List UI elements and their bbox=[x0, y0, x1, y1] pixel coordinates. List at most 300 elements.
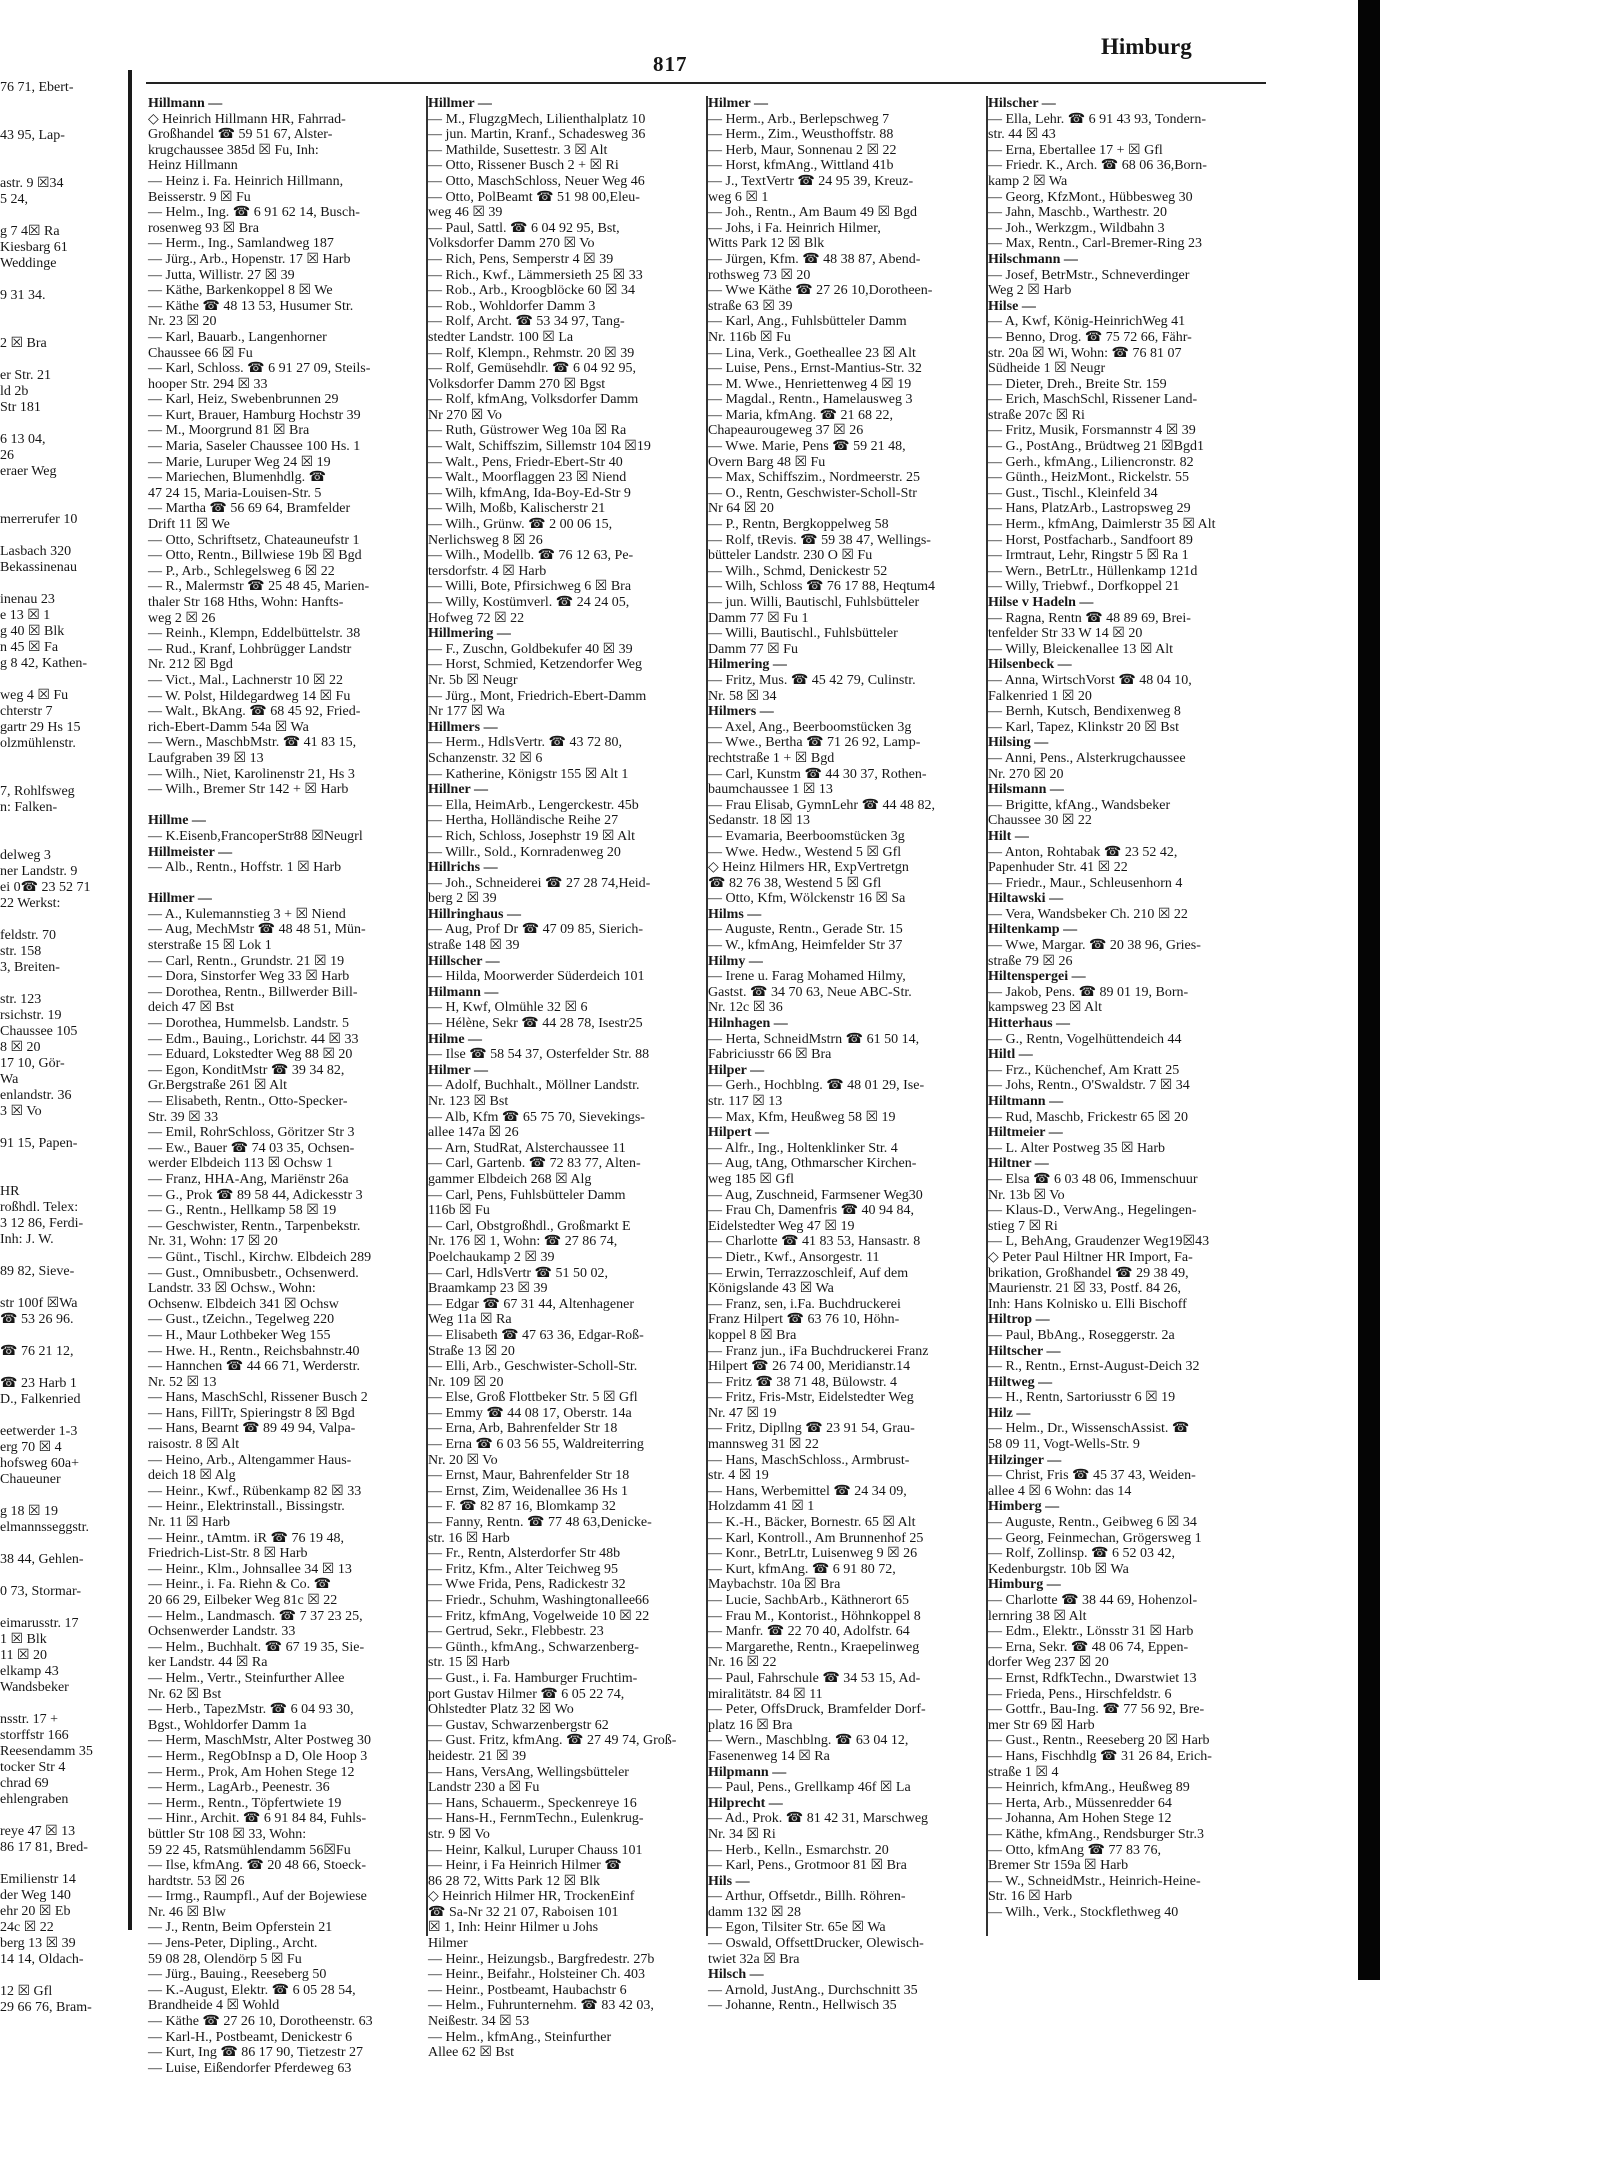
directory-entry: — Heinr., i. Fa. Riehn & Co. ☎ bbox=[148, 1577, 332, 1593]
directory-entry: — Ew., Bauer ☎ 74 03 35, Ochsen- bbox=[148, 1140, 355, 1156]
directory-entry: 20 66 29, Eilbeker Weg 81c ☒ 22 bbox=[148, 1593, 338, 1608]
directory-entry: — Emil, RohrSchloss, Göritzer Str 3 bbox=[148, 1125, 355, 1141]
surname-heading: Hiltweg — bbox=[988, 1374, 1053, 1390]
directory-entry: — Wern., MaschbMstr. ☎ 41 83 15, bbox=[148, 735, 357, 751]
directory-entry: — Aug, MechMstr ☎ 48 48 51, Mün- bbox=[148, 922, 366, 938]
adjacent-page-line: berg 13 ☒ 39 bbox=[0, 1936, 76, 1951]
directory-entry: — Christ, Fris ☎ 45 37 43, Weiden- bbox=[988, 1468, 1196, 1484]
directory-entry: straße 207c ☒ Ri bbox=[988, 407, 1085, 423]
adjacent-page-line: Chaussee 105 bbox=[0, 1024, 78, 1039]
directory-entry: — Herta, SchneidMstrn ☎ 61 50 14, bbox=[708, 1031, 920, 1047]
directory-entry: — Jürg., Arb., Hopenstr. 17 ☒ Harb bbox=[148, 251, 351, 267]
adjacent-page-line: Emilienstr 14 bbox=[0, 1872, 76, 1887]
page-gutter-shadow bbox=[128, 70, 132, 1930]
directory-entry: — Käthe, kfmAng., Rendsburger Str.3 bbox=[988, 1826, 1204, 1842]
directory-entry: — R., Rentn., Ernst-August-Deich 32 bbox=[988, 1359, 1200, 1375]
directory-entry: — Katherine, Königstr 155 ☒ Alt 1 bbox=[428, 766, 629, 782]
directory-entry: Overn Barg 48 ☒ Fu bbox=[708, 454, 826, 470]
surname-heading: Hillmer — bbox=[148, 891, 212, 907]
directory-entry: baumchaussee 1 ☒ 13 bbox=[708, 782, 833, 798]
directory-entry: — Rolf, tRevis. ☎ 59 38 47, Wellings- bbox=[708, 532, 931, 548]
surname-heading: Himberg — bbox=[988, 1499, 1060, 1515]
adjacent-page-line: 3, Breiten- bbox=[0, 960, 60, 975]
directory-entry: — Wwe Frida, Pens, Radickestr 32 bbox=[428, 1577, 626, 1593]
adjacent-page-line: enlandstr. 36 bbox=[0, 1088, 72, 1103]
directory-entry: brikation, Großhandel ☎ 29 38 49, bbox=[988, 1265, 1189, 1281]
surname-heading: Hillrichs — bbox=[428, 860, 498, 876]
directory-entry: — Martha ☎ 56 69 64, Bramfelder bbox=[148, 501, 351, 517]
adjacent-page-line: Bekassinenau bbox=[0, 560, 77, 575]
directory-entry: — Herta, Arb., Müssenredder 64 bbox=[988, 1795, 1172, 1811]
directory-entry: mannsweg 31 ☒ 22 bbox=[708, 1437, 819, 1453]
directory-entry: Nr 270 ☒ Vo bbox=[428, 407, 502, 423]
directory-entry: — G., PostAng., Brüdtweg 21 ☒Bgd1 bbox=[988, 439, 1204, 455]
directory-entry: Hofweg 72 ☒ 22 bbox=[428, 610, 525, 626]
directory-entry: — W., SchneidMstr., Heinrich-Heine- bbox=[988, 1873, 1201, 1889]
directory-column-4 bbox=[988, 96, 1264, 1936]
surname-heading: Hilscher — bbox=[988, 96, 1056, 111]
directory-entry: Hilmer bbox=[428, 1936, 468, 1952]
directory-entry: str. 9 ☒ Vo bbox=[428, 1826, 490, 1842]
directory-entry: — Willy, Kostümverl. ☎ 24 24 05, bbox=[428, 595, 630, 610]
directory-entry: — P., Arb., Schlegelsweg 6 ☒ 22 bbox=[148, 563, 335, 579]
directory-entry: raisostr. 8 ☒ Alt bbox=[148, 1437, 240, 1453]
directory-entry: — Joh., Rentn., Am Baum 49 ☒ Bgd bbox=[708, 205, 917, 221]
directory-entry: — Egon, KonditMstr ☎ 39 34 82, bbox=[148, 1062, 345, 1078]
directory-entry: Nr. 47 ☒ 19 bbox=[708, 1405, 777, 1421]
directory-entry: — Rich, Pens, Semperstr 4 ☒ 39 bbox=[428, 251, 614, 267]
adjacent-page-edge bbox=[0, 80, 128, 2015]
adjacent-page-line: D., Falkenried bbox=[0, 1392, 81, 1407]
directory-entry: Chaussee 66 ☒ Fu bbox=[148, 345, 253, 361]
directory-entry: — Wwe Käthe ☎ 27 26 10,Dorotheen- bbox=[708, 283, 933, 299]
directory-entry: Franz Hilpert ☎ 63 76 10, Höhn- bbox=[708, 1312, 900, 1328]
surname-heading: Hilnhagen — bbox=[708, 1016, 788, 1032]
directory-entry: — Anton, Rohtabak ☎ 23 52 42, bbox=[988, 844, 1178, 860]
directory-entry: — Herb., Kelln., Esmarchstr. 20 bbox=[708, 1842, 889, 1858]
directory-entry: — Hwe. H., Rentn., Reichsbahnstr.40 bbox=[148, 1343, 360, 1359]
directory-entry: — Reinh., Klempn, Eddelbüttelstr. 38 bbox=[148, 626, 361, 642]
directory-entry: — Axel, Ang., Beerboomstücken 3g bbox=[708, 719, 912, 735]
directory-entry: gammer Elbdeich 268 ☒ Alg bbox=[428, 1171, 592, 1187]
directory-entry: — Jürgen, Kfm. ☎ 48 38 87, Abend- bbox=[708, 251, 921, 267]
directory-entry: Chapeaurougeweg 37 ☒ 26 bbox=[708, 423, 864, 439]
directory-entry: — Ella, Lehr. ☎ 6 91 43 93, Tondern- bbox=[988, 111, 1206, 127]
directory-entry: — Jakob, Pens. ☎ 89 01 19, Born- bbox=[988, 984, 1189, 1000]
directory-entry: — Frau M., Kontorist., Höhnkoppel 8 bbox=[708, 1608, 921, 1624]
adjacent-page-line: 14 14, Oldach- bbox=[0, 1952, 84, 1967]
directory-entry: — W. Polst, Hildegardweg 14 ☒ Fu bbox=[148, 688, 351, 704]
directory-entry: Fabriciusstr 66 ☒ Bra bbox=[708, 1047, 832, 1063]
adjacent-page-line: g 18 ☒ 19 bbox=[0, 1504, 59, 1519]
directory-entry: — Wilh., Schmd, Denickestr 52 bbox=[708, 563, 888, 579]
directory-entry: — G., Rentn., Hellkamp 58 ☒ 19 bbox=[148, 1203, 337, 1219]
directory-entry: — Gust., Omnibusbetr., Ochsenwerd. bbox=[148, 1265, 359, 1281]
adjacent-page-line: HR bbox=[0, 1184, 20, 1199]
directory-entry: straße 63 ☒ 39 bbox=[708, 298, 793, 314]
adjacent-page-line: str. 123 bbox=[0, 992, 42, 1007]
directory-entry: — Mariechen, Blumenhdlg. ☎ bbox=[148, 470, 327, 486]
directory-entry: — Fritz, Musik, Forsmannstr 4 ☒ 39 bbox=[988, 423, 1196, 439]
directory-entry: — Gust., i. Fa. Hamburger Fruchtim- bbox=[428, 1670, 638, 1686]
directory-entry: — Otto, Kfm, Wölckenstr 16 ☒ Sa bbox=[708, 891, 906, 907]
directory-entry: — Günth., HeizMont., Rickelstr. 55 bbox=[988, 470, 1190, 486]
directory-entry: — Gust., tZeichn., Tegelweg 220 bbox=[148, 1312, 335, 1328]
directory-entry: — M., FlugzgMech, Lilienthalplatz 10 bbox=[428, 111, 646, 127]
directory-entry: Volksdorfer Damm 270 ☒ Vo bbox=[428, 236, 595, 252]
surname-heading: Hilmer — bbox=[708, 96, 769, 111]
directory-entry: — Karl, Pens., Grotmoor 81 ☒ Bra bbox=[708, 1858, 907, 1874]
directory-entry: Nr. 62 ☒ Bst bbox=[148, 1686, 222, 1702]
directory-entry: kampsweg 23 ☒ Alt bbox=[988, 1000, 1103, 1016]
directory-entry: — Otto, Rentn., Billwiese 19b ☒ Bgd bbox=[148, 548, 362, 564]
directory-entry: — Magdal., Rentn., Hamelausweg 3 bbox=[708, 392, 913, 408]
directory-entry: — Hans, Fischhdlg ☎ 31 26 84, Erich- bbox=[988, 1748, 1212, 1764]
directory-entry: 59 08 28, Olendörp 5 ☒ Fu bbox=[148, 1951, 302, 1967]
directory-entry: — Heinrich, kfmAng., Heußweg 89 bbox=[988, 1780, 1190, 1796]
surname-heading: Hillmering — bbox=[428, 626, 511, 642]
directory-entry: Nr. 31, Wohn: 17 ☒ 20 bbox=[148, 1234, 278, 1250]
adjacent-page-line: ☎ 53 26 96. bbox=[0, 1312, 74, 1327]
directory-entry: — Aug, Prof Dr ☎ 47 09 85, Sierich- bbox=[428, 922, 643, 938]
adjacent-page-line: ei 0☎ 23 52 71 bbox=[0, 880, 91, 895]
directory-entry: — F., Zuschn, Goldbekufer 40 ☒ 39 bbox=[428, 641, 633, 657]
blank-margin bbox=[1380, 0, 1600, 2177]
directory-entry: — Wilh., Modellb. ☎ 76 12 63, Pe- bbox=[428, 548, 634, 564]
directory-entry: Volksdorfer Damm 270 ☒ Bgst bbox=[428, 376, 606, 392]
directory-entry: — Erna, Arb, Bahrenfelder Str 18 bbox=[428, 1421, 618, 1437]
directory-entry: — Wwe. Hedw., Westend 5 ☒ Gfl bbox=[708, 844, 902, 860]
directory-entry: Weg 11a ☒ Ra bbox=[428, 1312, 512, 1328]
directory-entry: Nr. 20 ☒ Vo bbox=[428, 1452, 498, 1468]
directory-column-2 bbox=[428, 96, 704, 2061]
adjacent-page-line: ☎ 23 Harb 1 bbox=[0, 1376, 77, 1391]
adjacent-page-line: eraer Weg bbox=[0, 464, 57, 479]
adjacent-page-line: delweg 3 bbox=[0, 848, 51, 863]
adjacent-page-line: Lasbach 320 bbox=[0, 544, 72, 559]
directory-entry: — Anna, WirtschVorst ☎ 48 04 10, bbox=[988, 672, 1192, 688]
directory-entry: — Erna, Ebertallee 17 + ☒ Gfl bbox=[988, 142, 1163, 158]
adjacent-page-line: tocker Str 4 bbox=[0, 1760, 66, 1775]
directory-entry: — Herb, Maur, Sonnenau 2 ☒ 22 bbox=[708, 142, 897, 158]
adjacent-page-line: g 7 4☒ Ra bbox=[0, 224, 60, 239]
directory-entry: — Max, Rentn., Carl-Bremer-Ring 23 bbox=[988, 236, 1202, 252]
surname-heading: Hillmers — bbox=[428, 719, 498, 735]
directory-entry: — H., Maur Lothbeker Weg 155 bbox=[148, 1327, 331, 1343]
directory-entry: — Evamaria, Beerboomstücken 3g bbox=[708, 828, 905, 844]
adjacent-page-line: 5 24, bbox=[0, 192, 28, 207]
directory-column-1 bbox=[148, 96, 424, 2076]
directory-entry: Gastst. ☎ 34 70 63, Neue ABC-Str. bbox=[708, 984, 912, 1000]
directory-entry: — Erna ☎ 6 03 56 55, Waldreiterring bbox=[428, 1437, 644, 1453]
directory-entry: — Günth., kfmAng., Schwarzenberg- bbox=[428, 1639, 639, 1655]
directory-entry: — Auguste, Rentn., Gerade Str. 15 bbox=[708, 922, 903, 938]
directory-entry: — Fanny, Rentn. ☎ 77 48 63,Denicke- bbox=[428, 1515, 652, 1531]
directory-entry: — Frau Ch, Damenfris ☎ 40 94 84, bbox=[708, 1203, 915, 1219]
directory-entry: — Gust., Rentn., Reeseberg 20 ☒ Harb bbox=[988, 1733, 1210, 1749]
directory-entry: — Herm., Arb., Berlepschweg 7 bbox=[708, 111, 890, 127]
surname-heading: Hilsenbeck — bbox=[988, 657, 1072, 673]
surname-heading: Hillscher — bbox=[428, 953, 500, 969]
adjacent-page-line: 43 95, Lap- bbox=[0, 128, 65, 143]
directory-entry: — Horst, Postfacharb., Sandfoort 89 bbox=[988, 532, 1193, 548]
directory-entry: — Josef, BetrMstr., Schneverdinger bbox=[988, 267, 1190, 283]
directory-entry: — Herm., Rentn., Töpfertwiete 19 bbox=[148, 1795, 342, 1811]
directory-entry: — Paul, Pens., Grellkamp 46f ☒ La bbox=[708, 1780, 911, 1796]
directory-entry: weg 6 ☒ 1 bbox=[708, 189, 769, 205]
directory-entry: — Walt, Schiffszim, Sillemstr 104 ☒19 bbox=[428, 439, 651, 455]
directory-entry: — Oswald, OffsettDrucker, Olewisch- bbox=[708, 1936, 924, 1952]
directory-entry: — J., TextVertr ☎ 24 95 39, Kreuz- bbox=[708, 173, 914, 189]
directory-entry: — Margarethe, Rentn., Kraepelinweg bbox=[708, 1639, 920, 1655]
directory-entry: — Willr., Sold., Kornradenweg 20 bbox=[428, 844, 621, 860]
directory-entry: — Carl, Obstgroßhdl., Großmarkt E bbox=[428, 1218, 631, 1234]
directory-entry: — O., Rentn, Geschwister-Scholl-Str bbox=[708, 485, 917, 501]
directory-entry: — Ernst, Zim, Weidenallee 36 Hs 1 bbox=[428, 1483, 629, 1499]
directory-entry: — Else, Groß Flottbeker Str. 5 ☒ Gfl bbox=[428, 1390, 638, 1406]
directory-entry: — Carl, Kunstm ☎ 44 30 37, Rothen- bbox=[708, 766, 927, 782]
directory-columns bbox=[148, 96, 1268, 2076]
adjacent-page-line: ehlengraben bbox=[0, 1792, 69, 1807]
directory-entry: — Heinr., Beifahr., Holsteiner Ch. 403 bbox=[428, 1967, 645, 1983]
surname-heading: Hilsing — bbox=[988, 735, 1049, 751]
adjacent-page-line: 11 ☒ 20 bbox=[0, 1648, 48, 1663]
adjacent-page-line: Chaueuner bbox=[0, 1472, 61, 1487]
surname-heading: Hillmer — bbox=[428, 96, 492, 111]
adjacent-page-line: ehr 20 ☒ Eb bbox=[0, 1904, 71, 1919]
directory-page bbox=[136, 0, 1376, 2076]
directory-entry: — Hans, VersAng, Wellingsbütteler bbox=[428, 1764, 629, 1780]
adjacent-page-line: nsstr. 17 + bbox=[0, 1712, 59, 1727]
directory-entry: — Karl, Kontroll., Am Brunnenhof 25 bbox=[708, 1530, 924, 1546]
directory-entry: — Friedr., Maur., Schleusenhorn 4 bbox=[988, 875, 1183, 891]
directory-entry: — Benno, Drog. ☎ 75 72 66, Fähr- bbox=[988, 329, 1192, 345]
directory-entry: — Adolf, Buchhalt., Möllner Landstr. bbox=[428, 1078, 640, 1094]
surname-heading: Hilschmann — bbox=[988, 251, 1078, 267]
directory-entry: — Ernst, Maur, Bahrenfelder Str 18 bbox=[428, 1468, 630, 1484]
directory-entry: — Rolf, Zollinsp. ☎ 6 52 03 42, bbox=[988, 1546, 1175, 1562]
directory-entry: — Helm., Buchhalt. ☎ 67 19 35, Sie- bbox=[148, 1639, 365, 1655]
surname-heading: Hilmy — bbox=[708, 953, 763, 969]
directory-entry: — Hans-H., FernmTechn., Eulenkrug- bbox=[428, 1811, 644, 1827]
directory-entry: Chaussee 30 ☒ 22 bbox=[988, 813, 1092, 829]
directory-entry: Schanzenstr. 32 ☒ 6 bbox=[428, 750, 543, 766]
surname-heading: Hillme — bbox=[148, 813, 206, 829]
directory-entry: — Ilse, kfmAng. ☎ 20 48 66, Stoeck- bbox=[148, 1858, 367, 1874]
adjacent-page-line: Reesendamm 35 bbox=[0, 1744, 93, 1759]
directory-column-3 bbox=[708, 96, 984, 2014]
directory-entry: — Wilh., Niet, Karolinenstr 21, Hs 3 bbox=[148, 766, 355, 782]
directory-entry: — Fritz, Mus. ☎ 45 42 79, Culinstr. bbox=[708, 672, 916, 688]
adjacent-page-line: 29 66 76, Bram- bbox=[0, 2000, 92, 2015]
surname-heading: Hils — bbox=[708, 1873, 750, 1889]
directory-entry: Beisserstr. 9 ☒ Fu bbox=[148, 189, 251, 205]
directory-entry: — Hertha, Holländische Reihe 27 bbox=[428, 813, 619, 829]
adjacent-page-line: str. 158 bbox=[0, 944, 42, 959]
directory-entry: berg 2 ☒ 39 bbox=[428, 891, 497, 907]
surname-heading: Hilmer — bbox=[428, 1062, 489, 1078]
adjacent-page-line: 17 10, Gör- bbox=[0, 1056, 65, 1071]
directory-entry: Nr. 58 ☒ 34 bbox=[708, 688, 777, 704]
directory-entry: Nr. 176 ☒ 1, Wohn: ☎ 27 86 74, bbox=[428, 1234, 618, 1250]
adjacent-page-line: reye 47 ☒ 13 bbox=[0, 1824, 76, 1839]
directory-entry: — A., Kulemannstieg 3 + ☒ Niend bbox=[148, 906, 346, 922]
directory-entry: — Heinr., Elektrinstall., Bissingstr. bbox=[148, 1499, 345, 1515]
directory-entry: — Erich, MaschSchl, Rissener Land- bbox=[988, 392, 1198, 408]
directory-entry: — Gottfr., Bau-Ing. ☎ 77 56 92, Bre- bbox=[988, 1702, 1205, 1718]
directory-entry: — Rud, Maschb, Frickestr 65 ☒ 20 bbox=[988, 1109, 1188, 1125]
directory-entry: — Elisabeth, Rentn., Otto-Specker- bbox=[148, 1094, 348, 1109]
directory-entry: — Aug, tAng, Othmarscher Kirchen- bbox=[708, 1156, 917, 1172]
surname-heading: Hillmeister — bbox=[148, 844, 233, 860]
directory-entry: Weg 2 ☒ Harb bbox=[988, 283, 1072, 299]
directory-entry: — Jens-Peter, Dipling., Archt. bbox=[148, 1936, 318, 1952]
directory-entry: — Wilh, Moßb, Kalischerstr 21 bbox=[428, 501, 606, 517]
directory-entry: — Walt., Pens, Friedr-Ebert-Str 40 bbox=[428, 454, 623, 470]
surname-heading: Hillner — bbox=[428, 782, 489, 798]
surname-heading: Hilsch — bbox=[708, 1967, 764, 1983]
directory-entry: — Hans, MaschSchl, Rissener Busch 2 bbox=[148, 1390, 368, 1406]
directory-entry: Drift 11 ☒ We bbox=[148, 517, 230, 533]
directory-entry: Hilpert ☎ 26 74 00, Meridianstr.14 bbox=[708, 1359, 911, 1375]
directory-entry: — Jürg., Mont, Friedrich-Ebert-Damm bbox=[428, 688, 647, 704]
directory-entry: — Joh., Werkzgm., Wildbahn 3 bbox=[988, 220, 1165, 236]
surname-heading: Hiltrop — bbox=[988, 1312, 1050, 1328]
directory-entry: Falkenried 1 ☒ 20 bbox=[988, 688, 1092, 704]
directory-entry: Fasenenweg 14 ☒ Ra bbox=[708, 1748, 830, 1764]
directory-entry: Nr 64 ☒ 20 bbox=[708, 501, 774, 517]
directory-entry: ☎ Sa-Nr 32 21 07, Raboisen 101 bbox=[428, 1904, 619, 1920]
adjacent-page-line: n 45 ☒ Fa bbox=[0, 640, 59, 655]
directory-entry: — Elli, Arb., Geschwister-Scholl-Str. bbox=[428, 1359, 638, 1375]
adjacent-page-line: 22 Werkst: bbox=[0, 896, 61, 911]
directory-entry: — Arn, StudRat, Alsterchaussee 11 bbox=[428, 1140, 626, 1156]
directory-entry: deich 47 ☒ Bst bbox=[148, 1000, 235, 1016]
directory-entry: Nr. 13b ☒ Vo bbox=[988, 1187, 1065, 1203]
directory-entry: bütteler Landstr. 230 O ☒ Fu bbox=[708, 548, 873, 564]
directory-entry: — Edm., Bauing., Lorichstr. 44 ☒ 33 bbox=[148, 1031, 359, 1047]
adjacent-page-line: gartr 29 Hs 15 bbox=[0, 720, 81, 735]
directory-entry: — Dietr., Kwf., Ansorgestr. 11 bbox=[708, 1249, 880, 1265]
surname-heading: Hillringhaus — bbox=[428, 906, 521, 922]
directory-entry: hardtstr. 53 ☒ 26 bbox=[148, 1873, 245, 1889]
directory-entry: Kedenburgstr. 10b ☒ Wa bbox=[988, 1561, 1129, 1577]
directory-entry: — Charlotte ☎ 41 83 53, Hansastr. 8 bbox=[708, 1234, 921, 1250]
directory-entry: — Fritz, Dipllng ☎ 23 91 54, Grau- bbox=[708, 1421, 915, 1437]
directory-entry: — Hans, FillTr, Spieringstr 8 ☒ Bgd bbox=[148, 1405, 355, 1421]
directory-entry: — Wilh., Grünw. ☎ 2 00 06 15, bbox=[428, 517, 613, 533]
directory-entry: — Vera, Wandsbeker Ch. 210 ☒ 22 bbox=[988, 906, 1188, 922]
directory-entry: — Rud., Kranf, Lohbrügger Landstr bbox=[148, 641, 352, 657]
surname-heading: Hilper — bbox=[708, 1062, 765, 1078]
directory-entry: straße 79 ☒ 26 bbox=[988, 953, 1073, 969]
directory-entry: — Wilh., Verk., Stockflethweg 40 bbox=[988, 1904, 1179, 1920]
directory-entry: — Otto, Schriftsetz, Chateauneufstr 1 bbox=[148, 532, 360, 548]
adjacent-page-line: 89 82, Sieve- bbox=[0, 1264, 75, 1279]
directory-entry: weg 185 ☒ Gfl bbox=[708, 1171, 795, 1187]
directory-entry: rosenweg 93 ☒ Bra bbox=[148, 220, 259, 236]
directory-entry: — Marie, Luruper Weg 24 ☒ 19 bbox=[148, 454, 331, 470]
directory-entry: — Carl, Pens, Fuhlsbütteler Damm bbox=[428, 1187, 626, 1203]
directory-entry: — Rolf, Gemüsehdlr. ☎ 6 04 92 95, bbox=[428, 361, 636, 377]
adjacent-page-line: 9 31 34. bbox=[0, 288, 46, 303]
adjacent-page-line: 24c ☒ 22 bbox=[0, 1920, 54, 1935]
directory-entry: Nr. 270 ☒ 20 bbox=[988, 766, 1064, 782]
directory-entry: — Manfr. ☎ 22 70 40, Adolfstr. 64 bbox=[708, 1624, 910, 1640]
directory-entry: — Horst, Schmied, Ketzendorfer Weg bbox=[428, 657, 642, 673]
directory-entry: — jun. Martin, Kranf., Schadesweg 36 bbox=[428, 127, 646, 143]
surname-heading: Hiltner — bbox=[988, 1156, 1049, 1172]
directory-entry: — Erna, Sekr. ☎ 48 06 74, Eppen- bbox=[988, 1639, 1189, 1655]
directory-entry: — Erwin, Terrazzoschleif, Auf dem bbox=[708, 1265, 909, 1281]
directory-entry: Gr.Bergstraße 261 ☒ Alt bbox=[148, 1078, 288, 1094]
adjacent-page-line: 2 ☒ Bra bbox=[0, 336, 47, 351]
header-rule bbox=[146, 82, 1266, 84]
directory-entry: — Kurt, Ing ☎ 86 17 90, Tietzestr 27 bbox=[148, 2045, 363, 2061]
directory-entry: Südheide 1 ☒ Neugr bbox=[988, 361, 1106, 377]
directory-entry: Nr. 16 ☒ 22 bbox=[708, 1655, 777, 1671]
directory-entry: — Karl-H., Postbeamt, Denickestr 6 bbox=[148, 2029, 353, 2045]
adjacent-page-line: 7, Rohlfsweg bbox=[0, 784, 75, 799]
directory-entry: — Maria, kfmAng. ☎ 21 68 22, bbox=[708, 407, 894, 423]
directory-entry: — Herm., Prok, Am Hohen Stege 12 bbox=[148, 1764, 355, 1780]
surname-heading: Hiltscher — bbox=[988, 1343, 1061, 1359]
directory-entry: Poelchaukamp 2 ☒ 39 bbox=[428, 1249, 555, 1265]
directory-entry: — Johanne, Rentn., Hellwisch 35 bbox=[708, 1998, 897, 2014]
directory-entry: — Ad., Prok. ☎ 81 42 31, Marschweg bbox=[708, 1811, 929, 1827]
directory-entry: — Georg, KfzMont., Hübbesweg 30 bbox=[988, 189, 1193, 205]
directory-entry: — Heinr, i Fa Heinrich Hilmer ☎ bbox=[428, 1858, 622, 1874]
directory-entry: allee 4 ☒ 6 Wohn: das 14 bbox=[988, 1483, 1132, 1499]
directory-entry: — M. Wwe., Henriettenweg 4 ☒ 19 bbox=[708, 376, 912, 392]
directory-entry: — L. Alter Postweg 35 ☒ Harb bbox=[988, 1140, 1166, 1156]
directory-entry: — Maria, Saseler Chaussee 100 Hs. 1 bbox=[148, 439, 361, 455]
directory-entry: Königslande 43 ☒ Wa bbox=[708, 1281, 834, 1297]
surname-heading: Hilzinger — bbox=[988, 1452, 1062, 1468]
directory-entry: str. 4 ☒ 19 bbox=[708, 1468, 769, 1484]
adjacent-page-line: Wa bbox=[0, 1072, 19, 1087]
surname-heading: Hiltawski — bbox=[988, 891, 1064, 907]
directory-entry: — Otto, kfmAng ☎ 77 83 76, bbox=[988, 1842, 1161, 1858]
directory-entry: — Helm., kfmAng., Steinfurther bbox=[428, 2029, 612, 2045]
directory-entry: — Jahn, Maschb., Warthestr. 20 bbox=[988, 205, 1168, 221]
directory-entry: — Helm., Dr., WissenschAssist. ☎ bbox=[988, 1421, 1190, 1437]
directory-entry: — Fr., Rentn, Alsterdorfer Str 48b bbox=[428, 1546, 621, 1562]
directory-entry: Nr. 34 ☒ Ri bbox=[708, 1826, 776, 1842]
directory-entry: — Helm., Fuhrunternehm. ☎ 83 42 03, bbox=[428, 1998, 654, 2014]
directory-entry: — Vict., Mal., Lachnerstr 10 ☒ 22 bbox=[148, 672, 343, 688]
directory-entry bbox=[148, 876, 424, 892]
directory-entry: Sedanstr. 18 ☒ 13 bbox=[708, 813, 810, 829]
directory-entry: — Edm., Elektr., Lönsstr 31 ☒ Harb bbox=[988, 1624, 1194, 1640]
adjacent-page-line: rsichstr. 19 bbox=[0, 1008, 62, 1023]
directory-entry: port Gustav Hilmer ☎ 6 05 22 74, bbox=[428, 1686, 625, 1702]
directory-entry: Heinz Hillmann bbox=[148, 158, 238, 174]
directory-entry: — Hélène, Sekr ☎ 44 28 78, Isestr25 bbox=[428, 1016, 643, 1032]
directory-entry: — W., kfmAng, Heimfelder Str 37 bbox=[708, 938, 903, 954]
directory-entry: — Herm., RegObInsp a D, Ole Hoop 3 bbox=[148, 1748, 368, 1764]
directory-entry: — J., Rentn, Beim Opferstein 21 bbox=[148, 1920, 333, 1936]
directory-entry: str. 44 ☒ 43 bbox=[988, 127, 1056, 143]
directory-entry: stedter Landstr. 100 ☒ La bbox=[428, 329, 574, 345]
directory-entry: lernring 38 ☒ Alt bbox=[988, 1608, 1087, 1624]
directory-entry: — Konr., BetrLtr, Luisenweg 9 ☒ 26 bbox=[708, 1546, 918, 1562]
surname-heading: Hilt — bbox=[988, 828, 1029, 844]
directory-entry: — Dora, Sinstorfer Weg 33 ☒ Harb bbox=[148, 969, 350, 985]
directory-entry: — Fritz, Kfm., Alter Teichweg 95 bbox=[428, 1561, 619, 1577]
surname-heading: Hilprecht — bbox=[708, 1795, 783, 1811]
adjacent-page-line: 12 ☒ Gfl bbox=[0, 1984, 53, 1999]
